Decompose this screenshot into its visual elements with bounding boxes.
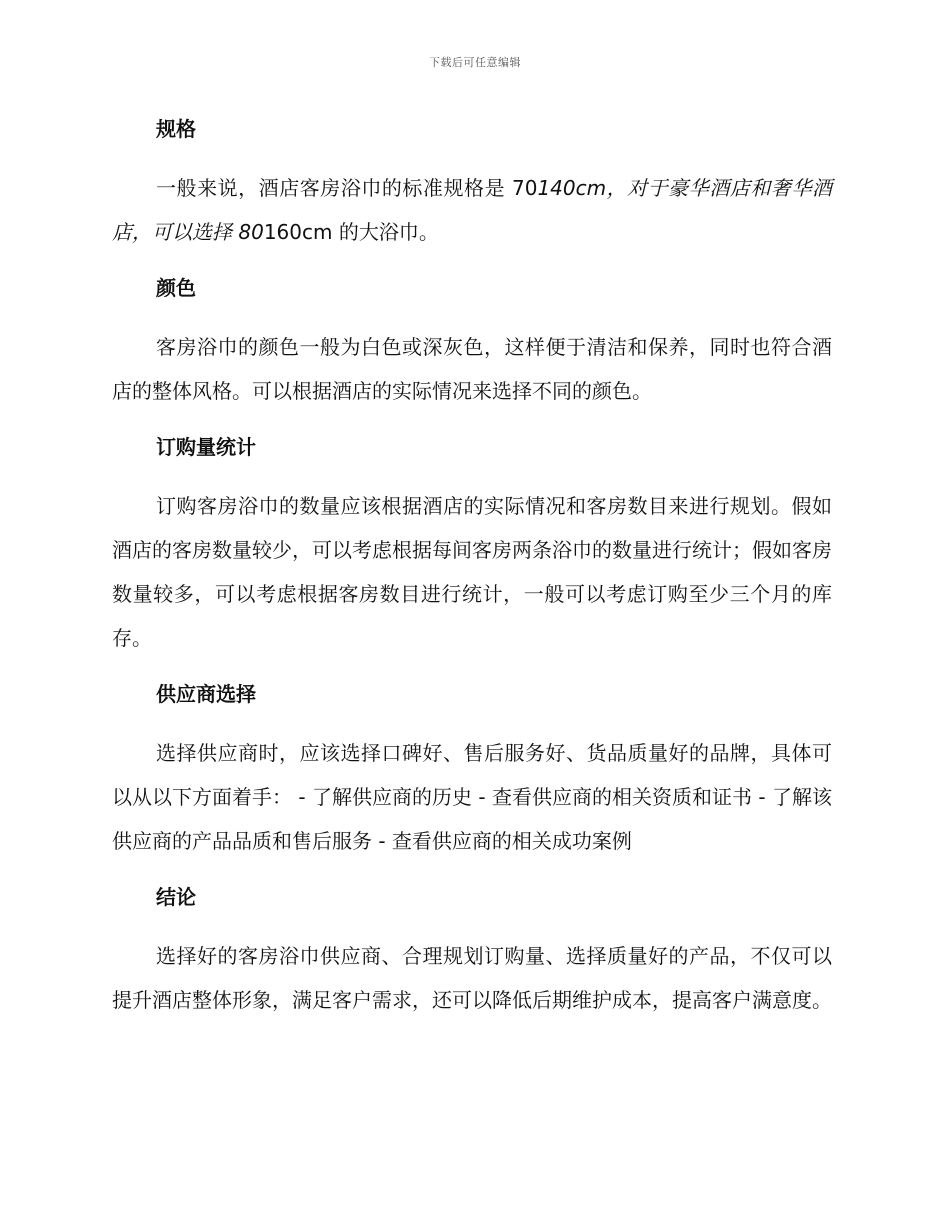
page-header-note: 下载后可任意编辑: [429, 56, 521, 69]
section-order-quantity: [112, 430, 832, 660]
section-heading: 颜色: [156, 276, 196, 300]
section-heading: 订购量统计: [156, 435, 256, 459]
section-supplier-selection: [112, 677, 832, 863]
body-text: 160cm 的大浴巾。: [263, 220, 439, 244]
body-text-italic: 140cm，对于豪华酒店和奢华酒店，可以选择 80: [112, 176, 832, 244]
section-specification: [112, 112, 832, 254]
section-body: 选择好的客房浴巾供应商、合理规划订购量、选择质量好的产品，不仅可以提升酒店整体形象，满足客户需求，还可以降低后期维护成本，提高客户满意度。: [112, 944, 832, 1012]
document-content: [112, 112, 832, 1039]
section-body: 选择供应商时，应该选择口碑好、售后服务好、货品质量好的品牌，具体可以从以下方面着手： - 了解供应商的历史 - 查看供应商的相关资质和证书 - 了解该供应商的产品品质和售后服务 - 查看供应商的相关成功案例: [112, 741, 832, 853]
section-heading: 规格: [156, 117, 196, 141]
section-color: [112, 271, 832, 413]
section-heading: 供应商选择: [156, 682, 256, 706]
section-heading: 结论: [156, 885, 196, 909]
section-body: [112, 166, 832, 254]
body-text: 一般来说，酒店客房浴巾的标准规格是 70: [156, 176, 538, 200]
section-conclusion: [112, 880, 832, 1022]
section-body: 订购客房浴巾的数量应该根据酒店的实际情况和客房数目来进行规划。假如酒店的客房数量较少，可以考虑根据每间客房两条浴巾的数量进行统计；假如客房数量较多，可以考虑根据客房数目进行统计，一般可以考虑订购至少三个月的库存。: [112, 494, 832, 650]
section-body: 客房浴巾的颜色一般为白色或深灰色，这样便于清洁和保养，同时也符合酒店的整体风格。可以根据酒店的实际情况来选择不同的颜色。: [112, 335, 832, 403]
